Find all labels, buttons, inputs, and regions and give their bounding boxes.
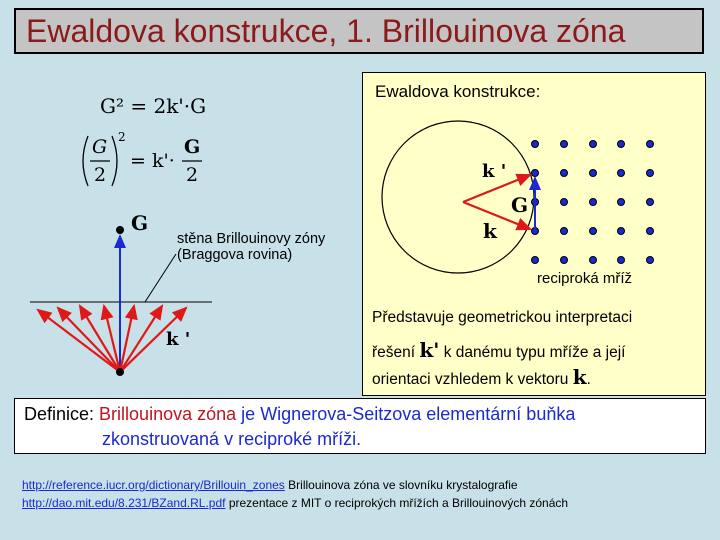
wall-pointer-line xyxy=(145,254,176,302)
definition-line-2: zkonstruovaná v reciproké mříži. xyxy=(102,429,362,449)
reference-2-link[interactable]: http://dao.mit.edu/8.231/BZand.RL.pdf xyxy=(22,496,226,510)
description-line-1: Představuje geometrickou interpretaci xyxy=(372,309,633,326)
page-title: Ewaldova konstrukce, 1. Brillouinova zóna xyxy=(26,13,626,49)
desc-line2-pre: řešení xyxy=(372,344,416,361)
eq2-mid: = k'· xyxy=(130,150,175,172)
description-line-2 xyxy=(372,338,625,362)
desc-line3-pre: orientaci vzhledem k vektoru xyxy=(372,371,569,388)
definition-prefix: Definice: xyxy=(24,404,95,424)
definition-term: Brillouinova zóna xyxy=(99,404,237,424)
desc-line3-k: k xyxy=(572,365,587,389)
reference-1-link[interactable]: http://reference.iucr.org/dictionary/Brillouin_zones xyxy=(22,478,285,492)
reference-1-text: Brillouinova zóna ve slovníku krystalografie xyxy=(288,478,518,492)
brillouin-wall-label xyxy=(177,231,325,263)
k-prime-arrows xyxy=(38,306,186,372)
g-point xyxy=(116,226,124,234)
origin-point xyxy=(116,368,124,376)
reference-1 xyxy=(22,478,518,492)
eq2-lhs-den: 2 xyxy=(94,164,107,186)
equation-1-text: G² = 2k'·G xyxy=(100,94,207,118)
eq2-lhs-num: G xyxy=(92,136,108,158)
eq2-rhs-den: 2 xyxy=(186,164,199,186)
desc-line2-k: k' xyxy=(419,338,440,362)
right-g-label: G xyxy=(511,193,529,217)
reference-2-text: prezentace z MIT o reciprokých mřížích a Brillouinových zónách xyxy=(228,496,569,510)
right-k-prime-label: k ' xyxy=(482,161,507,182)
desc-line3-post: . xyxy=(586,371,591,388)
definition-mid: je xyxy=(241,404,256,424)
wall-label-line2: (Braggova rovina) xyxy=(177,247,293,263)
reciprocal-lattice-points xyxy=(532,141,654,264)
wall-label-line1: stěna Brillouinovy zóny xyxy=(177,231,326,247)
description-line-3 xyxy=(372,365,591,389)
left-g-label: G xyxy=(131,211,149,235)
ewald-heading: Ewaldova konstrukce: xyxy=(375,82,541,101)
eq2-exponent: 2 xyxy=(118,130,126,144)
desc-line2-post: k danému typu mříže a její xyxy=(443,344,626,361)
reciprocal-lattice-label: reciproká mříž xyxy=(537,270,633,287)
left-k-prime-label: k ' xyxy=(166,329,191,350)
definition-term2: Wignerova-Seitzova elementární buňka xyxy=(260,404,576,424)
right-k-label: k xyxy=(483,219,497,243)
reference-2 xyxy=(22,496,568,510)
eq2-rhs-num: G xyxy=(184,136,201,158)
definition-line-1 xyxy=(24,404,575,425)
